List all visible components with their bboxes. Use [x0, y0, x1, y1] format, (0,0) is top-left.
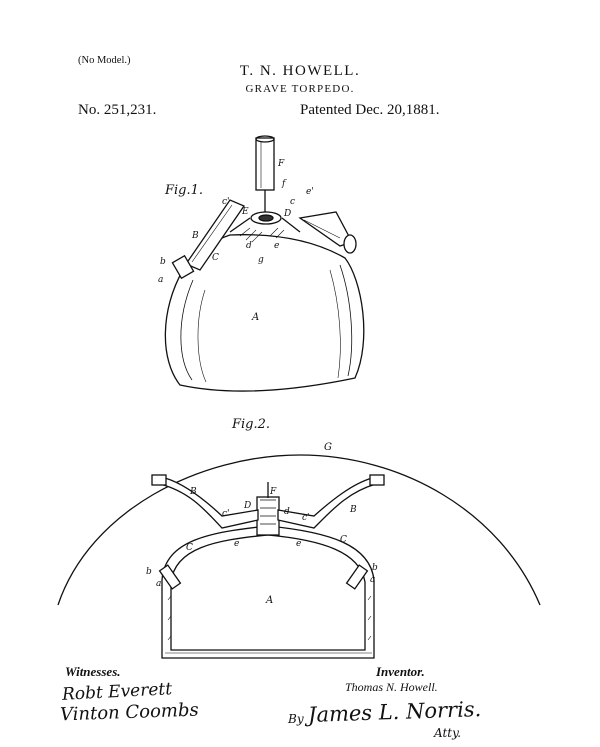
inventor-signature: Thomas N. Howell. [345, 680, 438, 694]
fig1-label-E: E [242, 207, 249, 217]
fig1-label-e: e [274, 241, 280, 251]
fig1-label-d: d [246, 241, 252, 251]
patent-date: Patented Dec. 20,1881. [300, 102, 440, 118]
by-label: By [288, 712, 304, 726]
patent-number: No. 251,231. [78, 102, 157, 118]
fig2-label-d: d [284, 507, 290, 517]
fig1-label-A: A [252, 312, 260, 323]
fig2-label-a-left: a [156, 579, 162, 589]
fig2-label-D: D [244, 501, 252, 511]
model-note: (No Model.) [78, 55, 131, 66]
fig2-label-C-right: C [340, 535, 347, 545]
fig1-label-F: F [278, 159, 285, 169]
fig2-right-arm [278, 478, 376, 528]
fig2-label-e-left: e [234, 539, 240, 549]
fig2-label-b-right: b [372, 563, 378, 573]
fig1-label-b: b [160, 257, 166, 267]
fig1-label-e-prime: e' [306, 187, 314, 197]
witnesses-label: Witnesses. [65, 664, 121, 679]
fig2-shell-outer [162, 526, 374, 658]
fig1-label-D: D [284, 209, 292, 219]
attorney-signature: James L. Norris. [307, 696, 482, 728]
fig2-label-b-left: b [146, 567, 152, 577]
fig2-label-G: G [324, 442, 332, 453]
fig1-label-B: B [192, 231, 199, 241]
figure-2 [58, 417, 540, 658]
inventor-heading: T. N. HOWELL. [239, 63, 361, 79]
fig1-label-g: g [258, 255, 264, 265]
fig2-label-c-prime-right: c' [302, 513, 310, 523]
fig1-label-c-prime: c' [222, 197, 230, 207]
fig1-label-a: a [158, 275, 164, 285]
witness-signature-1: Robt Everett [61, 679, 173, 705]
witness-signature-2: Vinton Coombs [59, 699, 200, 726]
fig2-label-a-right: a [370, 575, 376, 585]
invention-title: GRAVE TORPEDO. [245, 83, 355, 95]
fig2-label-A: A [266, 595, 274, 606]
fig2-label-C-left: C [186, 543, 193, 553]
fig1-caption: Fig.1. [165, 183, 204, 198]
fig2-shell-inner [171, 535, 365, 650]
fig1-label-C: C [212, 253, 219, 263]
atty-label: Atty. [434, 726, 462, 740]
figure-1 [158, 136, 364, 391]
fig1-label-c: c [290, 197, 296, 207]
fig2-label-B-right: B [350, 505, 357, 515]
fig2-label-F: F [270, 487, 277, 497]
fig2-label-B-left: B [190, 487, 197, 497]
fig2-label-e-right: e [296, 539, 302, 549]
inventor-label: Inventor. [376, 664, 425, 679]
fig2-label-c-prime-left: c' [222, 509, 230, 519]
fig1-label-f: f [282, 179, 286, 189]
fig2-caption: Fig.2. [232, 417, 271, 432]
fig1-fuse-tube [256, 138, 274, 190]
